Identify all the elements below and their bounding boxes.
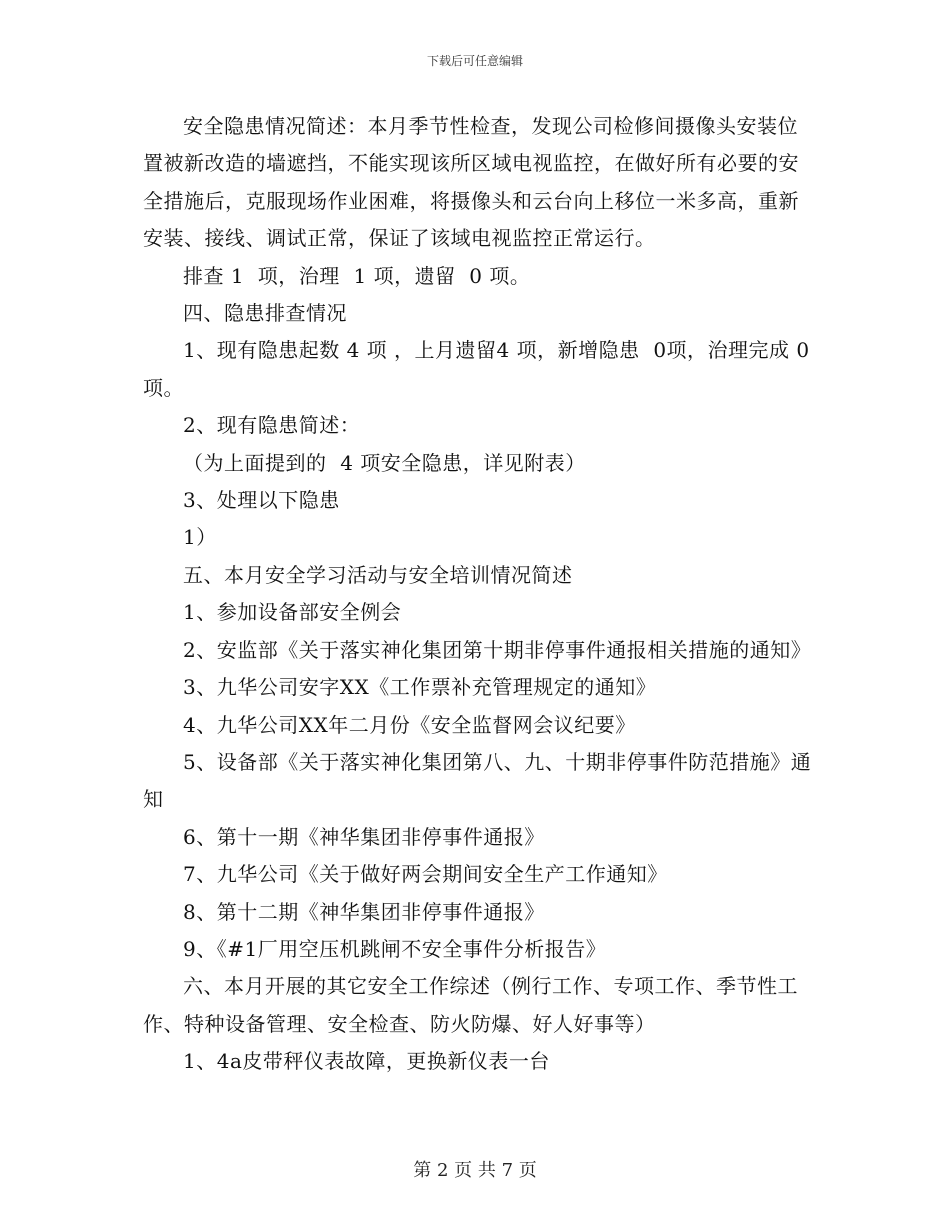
page-footer: 第 2 页 共 7 页 — [413, 1160, 537, 1181]
list-item: 6、第十一期《神华集团非停事件通报》 — [183, 824, 545, 849]
paragraph-handle-item-1: 1） — [183, 525, 217, 550]
paragraph-hazard-summary: 安全隐患情况简述：本月季节性检查，发现公司检修间摄像头安装位置被新改造的墙遮挡，不能实现该所区域电视监控，在做好所有必要的安全措施后，克服现场作业困难，将摄像头和云台向上移位一米多高，重新安装、接线、调试正常，保证了该域电视监控正常运行。 — [143, 114, 799, 251]
paragraph-existing-hazard-count: 1、现有隐患起数 4 项 ，上月遗留4 项，新增隐患 0项，治理完成 0 项。 — [143, 338, 838, 400]
list-item: 5、设备部《关于落实神化集团第八、九、十期非停事件防范措施》通知 — [143, 749, 812, 812]
paragraph-hazard-note: （为上面提到的 4 项安全隐患，详见附表） — [183, 450, 586, 475]
section-heading-other-safety-work: 六、本月开展的其它安全工作综述（例行工作、专项工作、季节性工作、特种设备管理、安全检查、防火防爆、好人好事等） — [143, 974, 798, 1036]
document-body — [143, 108, 838, 1081]
list-item: 3、九华公司安字XX《工作票补充管理规定的通知》 — [183, 675, 657, 700]
list-item: 2、安监部《关于落实神化集团第十期非停事件通报相关措施的通知》 — [183, 637, 812, 662]
section-heading-safety-training: 五、本月安全学习活动与安全培训情况简述 — [183, 562, 573, 587]
list-item: 4、九华公司XX年二月份《安全监督网会议纪要》 — [183, 712, 636, 737]
section-heading-hazard-investigation: 四、隐患排查情况 — [183, 301, 347, 326]
paragraph-inspection-counts: 排查 1 项，治理 1 项，遗留 0 项。 — [183, 263, 531, 288]
page-header: 下载后可任意编辑 — [426, 54, 523, 68]
list-item: 7、九华公司《关于做好两会期间安全生产工作通知》 — [183, 862, 668, 887]
list-item: 9、《#1厂用空压机跳闸不安全事件分析报告》 — [183, 936, 607, 961]
list-item: 1、参加设备部安全例会 — [183, 600, 402, 625]
paragraph-handle-hazards: 3、处理以下隐患 — [183, 488, 340, 513]
list-item: 1、4a皮带秤仪表故障，更换新仪表一台 — [183, 1049, 550, 1074]
paragraph-existing-hazard-brief: 2、现有隐患简述： — [183, 413, 361, 438]
list-item: 8、第十二期《神华集团非停事件通报》 — [183, 899, 545, 924]
